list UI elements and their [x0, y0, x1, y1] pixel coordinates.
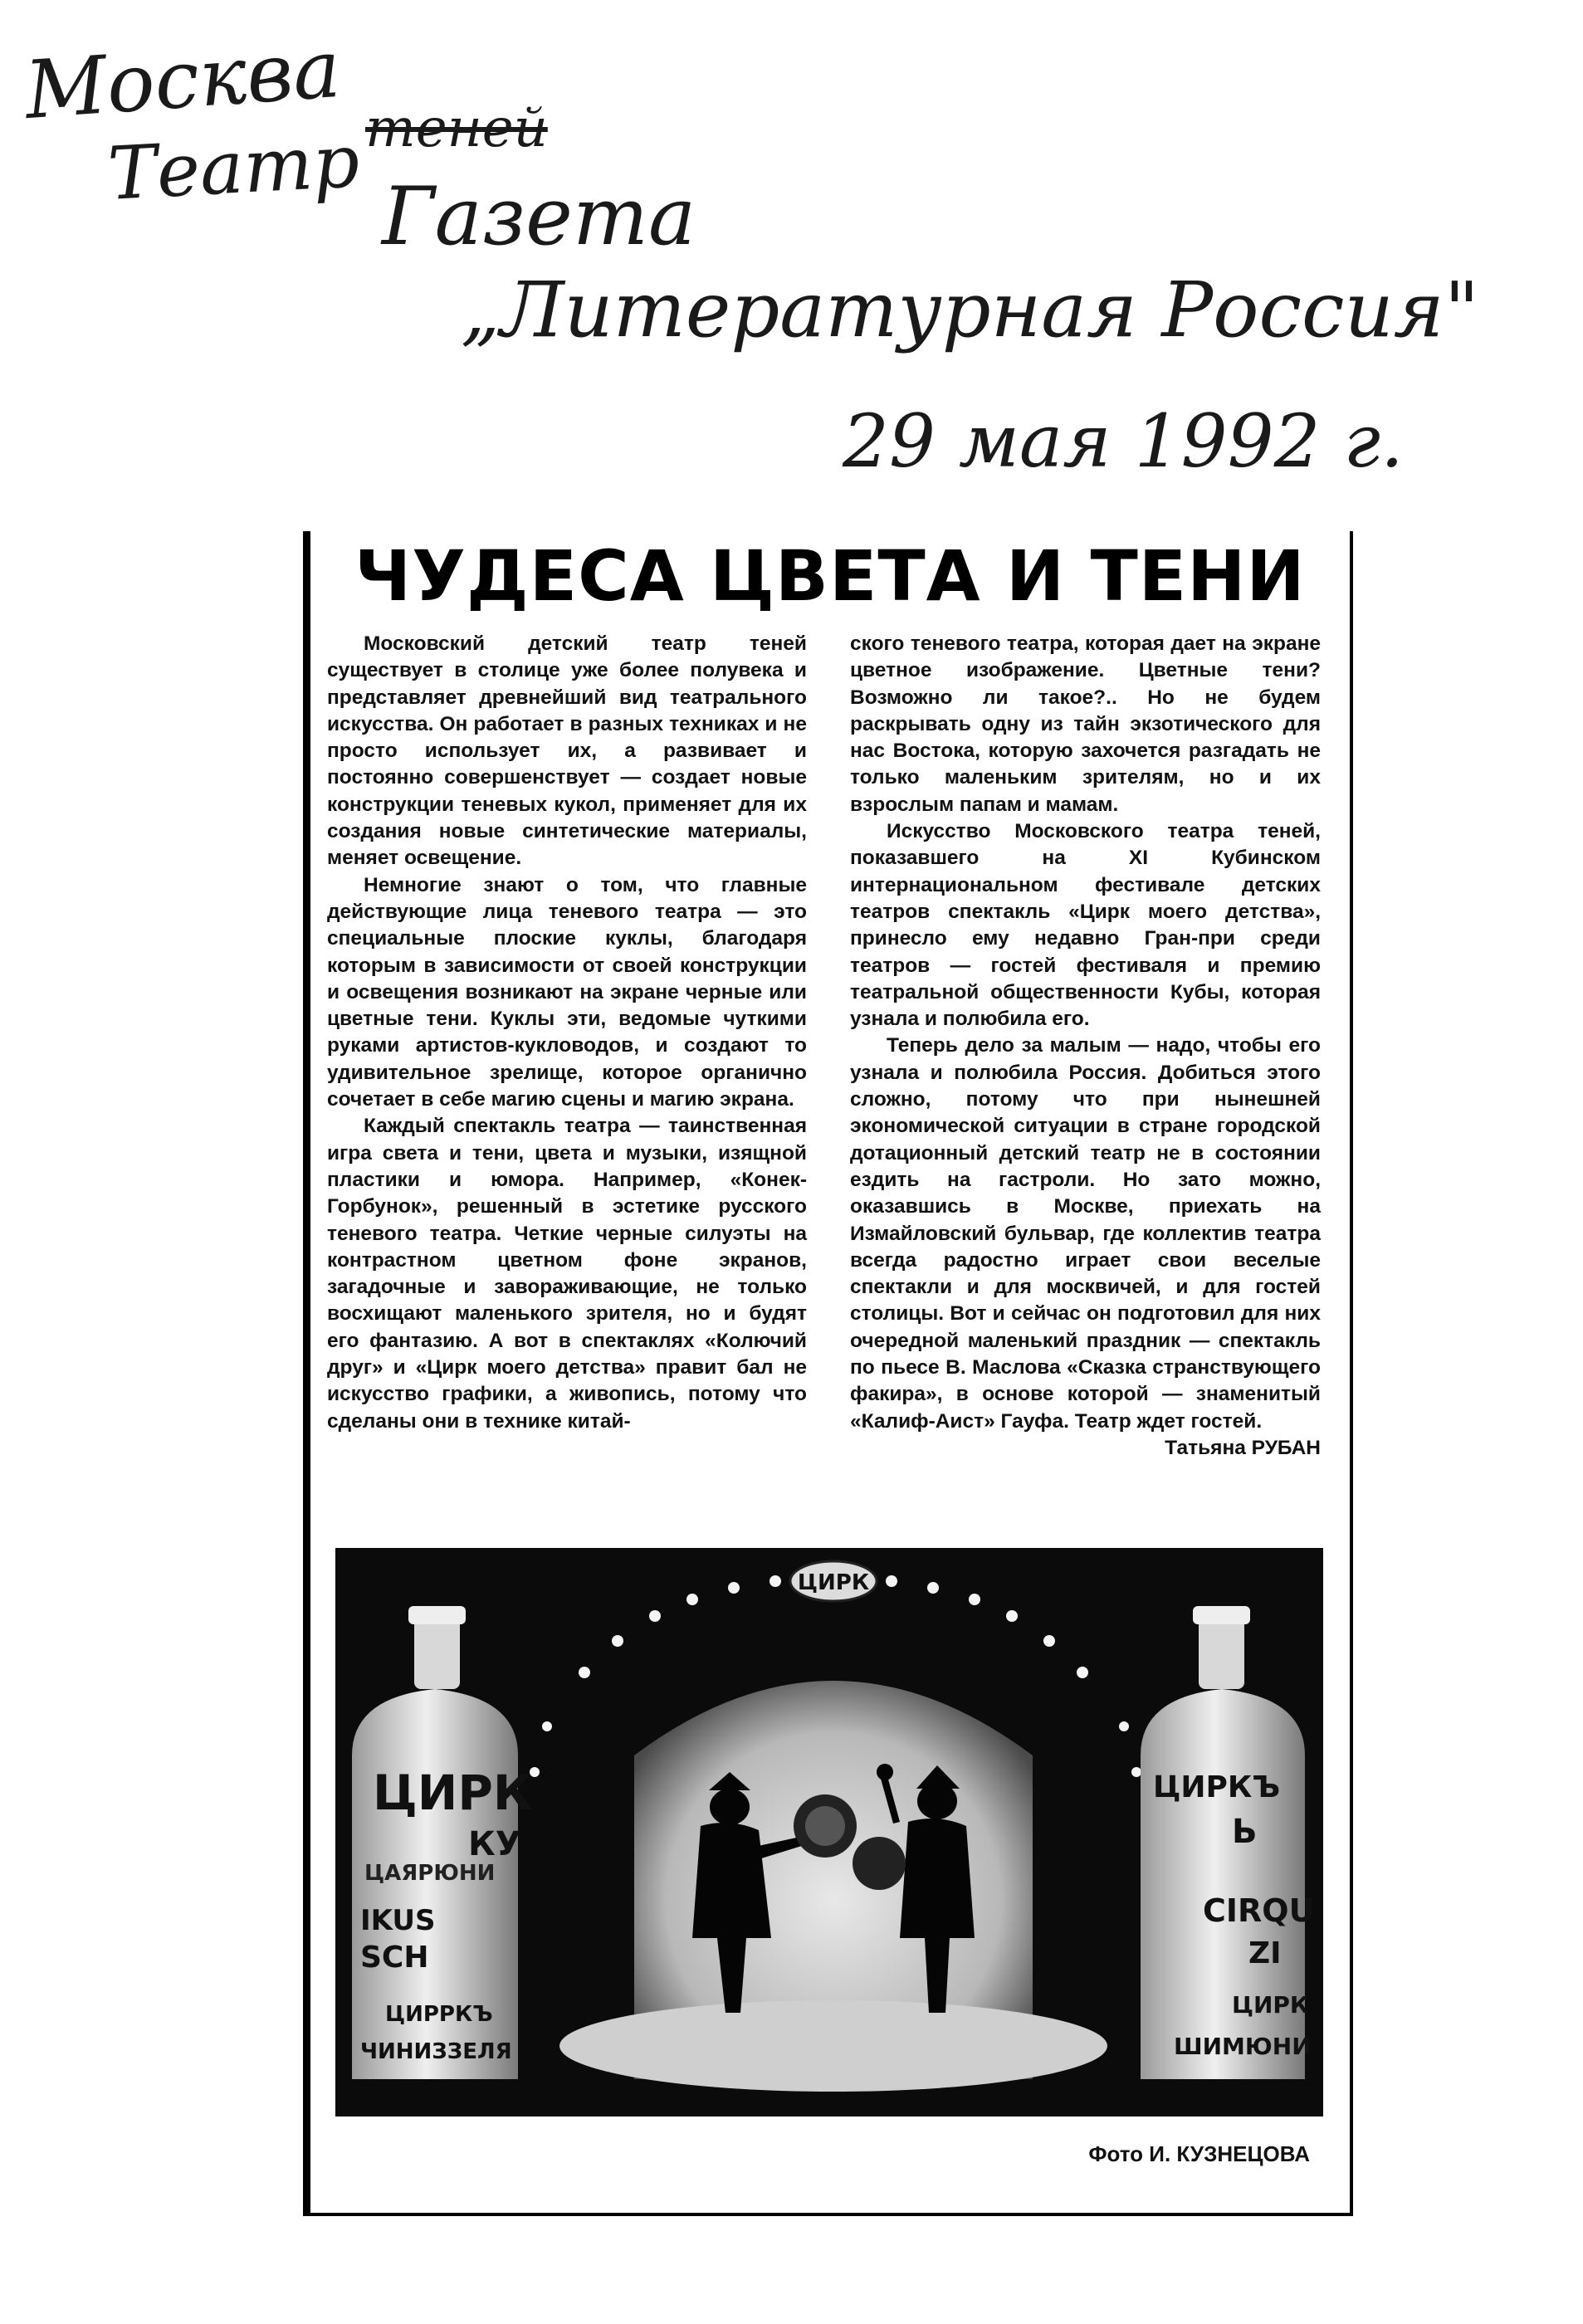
handwritten-date: 29 мая 1992 г. [843, 398, 1404, 484]
paragraph: Каждый спектакль театра — таинственная игра света и тени, цвета и музыки, изящной пластики и юмора. Например, «Конек-Горбунок», решенный в эстетике русского теневого театра. Четкие черные силуэты на контрастном цветном фоне экранов, загадочные и завораживающие, не только восхищают маленького зрителя, но и будят его фантазию. А вот в спектаклях «Колючий друг» и «Цирк моего детства» правит бал не искусство графики, а живопись, потому что сделаны они в технике китай- [327, 1115, 807, 1433]
paragraph: Теперь дело за малым — надо, чтобы его узнала и полюбила Россия. Добиться этого сложно, потому что при нынешней экономической ситуации в стране городской дотационный детский театр не в состоянии ездить на гастроли. Но зато можно, оказавшись в Москве, приехать на Измайловский бульвар, где коллектив театра всегда радостно играет свои веселые спектакли и для москвичей, и для гостей столицы. Вот и сейчас он подготовил для них очередной маленький праздник — спектакль по пьесе В. Маслова «Сказка странствующего факира», в основе которой — знаменитый «Калиф-Аист» Гауфа. Театр ждет гостей. [850, 1034, 1321, 1433]
poster-text: ZI [1248, 1936, 1282, 1970]
poster-text: ЦИРРКЪ [385, 2002, 493, 2027]
stage-floor [559, 2000, 1107, 2092]
poster-text: ЦИРК [373, 1765, 533, 1821]
handwritten-city: Москва [22, 22, 344, 138]
poster-text: CIRQU [1203, 1892, 1315, 1929]
paragraph: Искусство Московского театра теней, показавшего на XI Кубинском интернациональном фестивале детских театров спектакль «Цирк моего детства», принесло ему недавно Гран-при среди театров — гостей фестиваля и премию театральной общественности Кубы, которая узнала и полюбила его. [850, 820, 1321, 1031]
poster-text: SCH [360, 1941, 429, 1975]
newspaper-clipping [303, 531, 1353, 2216]
article-column-right [850, 631, 1321, 1462]
poster-text: ЧИНИЗЗЕЛЯ [360, 2039, 512, 2064]
handwritten-struck-word: теней [365, 98, 548, 159]
handwritten-newspaper-name: „Литературная Россия" [461, 266, 1480, 354]
poster-text: IKUS [360, 1904, 436, 1937]
poster-text: ЦАЯРЮНИ [364, 1861, 496, 1886]
circus-sign [790, 1561, 877, 1601]
poster-text: КУ [468, 1825, 521, 1863]
poster-text: ЦИРК [1232, 1991, 1309, 2019]
paragraph: Немногие знают о том, что главные действующие лица теневого театра — это специальные плоские куклы, благодаря которым в зависимости от своей конструкции и освещения возникают на экране черные или цветные тени. Куклы эти, ведомые чуткими руками артистов-кукловодов, и создают то удивительное зрелище, которое органично сочетает в себе магию сцены и магию экрана. [327, 873, 807, 1111]
stage-photo [335, 1548, 1323, 2116]
circus-sign-label: ЦИРК [797, 1570, 870, 1595]
handwritten-theatre: Театр [105, 118, 362, 217]
photo-credit: Фото И. КУЗНЕЦОВА [1088, 2141, 1310, 2166]
stage-photo-illustration [335, 1548, 1323, 2116]
paragraph: ского теневого театра, которая дает на экране цветное изображение. Цветные тени? Возможно ли такое?.. Но не будем раскрывать одну из тайн экзотического для нас Востока, которую захочется разгадать не только маленьким зрителям, но и их взрослым папам и мамам. [850, 632, 1321, 816]
handwritten-publication-type: Газета [382, 170, 696, 263]
paragraph: Московский детский театр теней существует в столице уже более полувека и представляет древнейший вид театрального искусства. Он работает в разных техниках и не просто использует их, а развивает и постоянно совершенствует — создает новые конструкции теневых кукол, применяет для их создания новые синтетические материалы, меняет освещение. [327, 632, 807, 870]
article-author: Татьяна РУБАН [1165, 1436, 1321, 1459]
poster-text: ШИМЮНИ [1174, 2033, 1312, 2060]
poster-text: Ь [1232, 1813, 1258, 1851]
poster-text: ЦИРКЪ [1153, 1770, 1281, 1804]
article-headline: ЧУДЕСА ЦВЕТА И ТЕНИ [354, 535, 1306, 617]
article-column-left [327, 631, 807, 1435]
